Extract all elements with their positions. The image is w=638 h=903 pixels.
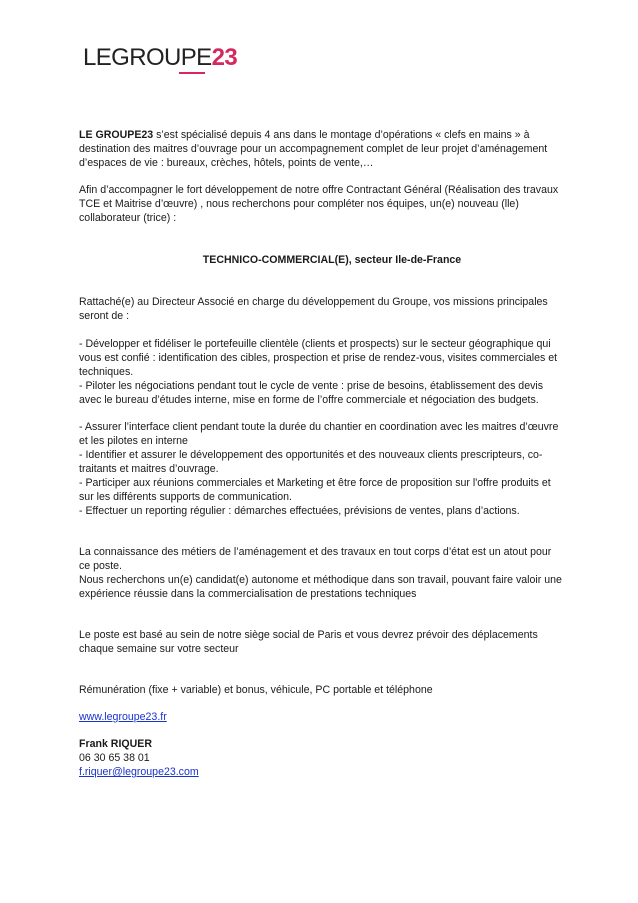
document-body <box>79 128 565 779</box>
contact-email-link[interactable]: f.riquer@legroupe23.com <box>79 766 199 778</box>
profile-paragraph: La connaissance des métiers de l’aménagement et des travaux en tout corps d’état est un atout pour ce poste. <box>79 546 552 572</box>
intro-company-name: LE GROUPE23 <box>79 129 154 141</box>
profile-section <box>79 545 565 601</box>
missions-group-1 <box>79 337 565 407</box>
profile-paragraph: Nous recherchons un(e) candidat(e) autonome et méthodique dans son travail, pouvant faire valoir une expérience réussie dans la commercialisation de prestations techniques <box>79 574 562 600</box>
mission-item: - Développer et fidéliser le portefeuille clientèle (clients et prospects) sur le secteur géographique qui vous est confié : identification des cibles, prospection et prise de rendez-vous, visites commerciales et techniques. <box>79 338 558 378</box>
company-logo <box>83 44 237 76</box>
contact-phone: 06 30 65 38 01 <box>79 752 150 764</box>
contact-block <box>79 737 565 779</box>
mission-intro-paragraph: Afin d’accompagner le fort développement de notre offre Contractant Général (Réalisation des travaux TCE et Maitrise d’œuvre) , nous recherchons pour compléter nos équipes, un(e) nouveau (lle) collaborateur (trice) : <box>79 184 559 224</box>
logo-text-main: LEGROUPE <box>83 44 212 71</box>
logo-text-number: 23 <box>211 44 238 71</box>
website-link[interactable]: www.legroupe23.fr <box>79 711 167 723</box>
location-paragraph: Le poste est basé au sein de notre siège social de Paris et vous devrez prévoir des déplacements chaque semaine sur votre secteur <box>79 629 538 655</box>
missions-heading: Rattaché(e) au Directeur Associé en charge du développement du Groupe, vos missions principales seront de : <box>79 296 548 322</box>
job-title: TECHNICO-COMMERCIAL(E), secteur Ile-de-France <box>202 254 462 266</box>
contact-name: Frank RIQUER <box>79 738 152 750</box>
mission-item: - Piloter les négociations pendant tout le cycle de vente : prise de besoins, établissement des devis avec le bureau d’études interne, mise en forme de l’offre commerciale et négociation des budgets. <box>79 380 544 406</box>
mission-item: - Assurer l’interface client pendant toute la durée du chantier en coordination avec les maitres d’œuvre et les pilotes en interne <box>79 421 559 447</box>
mission-item: - Participer aux réunions commerciales et Marketing et être force de proposition sur l'offre produits et sur les différents supports de communication. <box>79 477 551 503</box>
intro-text: s’est spécialisé depuis 4 ans dans le montage d’opérations « clefs en mains » à destination des maitres d’ouvrage pour un accompagnement complet de leur projet d’aménagement d’espaces de vie : bureaux, crèches, hôtels, points de vente,… <box>79 129 548 169</box>
logo-underline-mark <box>179 72 205 74</box>
website-paragraph <box>79 710 565 724</box>
missions-group-2 <box>79 420 565 518</box>
intro-paragraph <box>79 128 565 170</box>
mission-item: - Effectuer un reporting régulier : démarches effectuées, prévisions de ventes, plans d’actions. <box>79 505 520 517</box>
remuneration-paragraph: Rémunération (fixe + variable) et bonus, véhicule, PC portable et téléphone <box>79 684 433 696</box>
mission-item: - Identifier et assurer le développement des opportunités et des nouveaux clients prescripteurs, co-traitants et maitres d’ouvrage. <box>79 449 543 475</box>
